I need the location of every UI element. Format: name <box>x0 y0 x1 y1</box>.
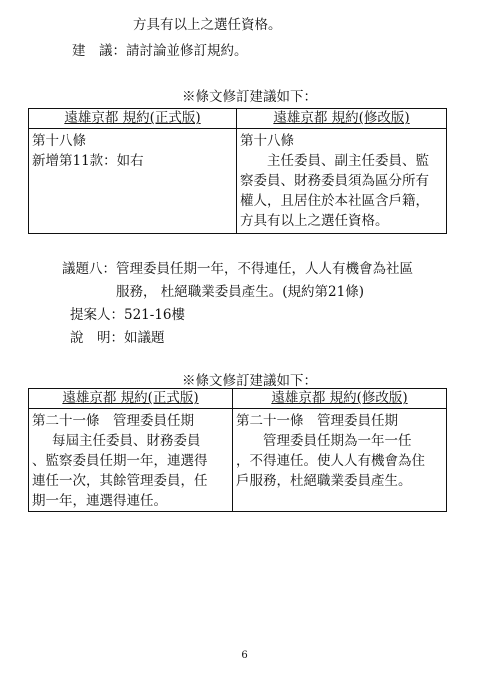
table2-left-line: 連任一次，其餘管理委員，任 <box>32 473 208 489</box>
proposer-line: 提案人：521-16樓 <box>70 307 186 323</box>
table2-right-line: 管理委員任期為一年一任 <box>263 433 412 449</box>
explanation-line: 說 明：如議題 <box>70 330 165 346</box>
table1-left-line: 新增第11款：如右 <box>32 153 144 169</box>
table2-left-line: 期一年，連選得連任。 <box>32 493 167 509</box>
table2-right-column <box>233 389 446 511</box>
agenda8-title: 議題八：管理委員任期一年，不得連任，人人有機會為社區 <box>62 261 413 277</box>
table1-right-line: 主任委員、副主任委員、監 <box>267 153 429 169</box>
table1-right-column <box>237 109 446 233</box>
section2-heading: ※條文修訂建議如下： <box>182 373 317 389</box>
page-number: 6 <box>241 650 248 661</box>
table2-right-body <box>233 409 446 491</box>
table2-right-header: 遠雄京都 規約(修改版) <box>233 389 446 409</box>
table1-right-line: 權人，且居住於本社區含戶籍， <box>240 193 429 209</box>
table1-left-column <box>29 109 237 233</box>
table1-right-line: 察委員、財務委員須為區分所有 <box>240 173 429 189</box>
table2-left-header: 遠雄京都 規約(正式版) <box>29 389 232 409</box>
table1-left-header: 遠雄京都 規約(正式版) <box>29 109 236 129</box>
table1-right-body <box>237 129 446 231</box>
table1-right-line: 方具有以上之選任資格。 <box>240 213 389 229</box>
amendment-table-1 <box>28 108 447 234</box>
table2-left-line: 、監察委員任期一年，連選得 <box>32 453 208 469</box>
table1-right-header: 遠雄京都 規約(修改版) <box>237 109 446 129</box>
suggestion-line: 建 議：請討論並修訂規約。 <box>72 43 248 59</box>
table2-left-line: 第二十一條 管理委員任期 <box>32 413 194 429</box>
table1-right-line: 第十八條 <box>240 133 294 149</box>
section1-heading: ※條文修訂建議如下： <box>182 89 317 105</box>
agenda8-title-cont: 服務， 杜絕職業委員產生。(規約第21條) <box>116 284 365 300</box>
table2-right-line: ，不得連任。使人人有機會為住 <box>236 453 425 469</box>
table1-left-line: 第十八條 <box>32 133 86 149</box>
table2-left-column <box>29 389 233 511</box>
table2-right-line: 第二十一條 管理委員任期 <box>236 413 398 429</box>
table1-left-body <box>29 129 236 171</box>
continued-text: 方具有以上之選任資格。 <box>133 17 282 33</box>
table2-right-line: 戶服務，杜絕職業委員產生。 <box>236 473 412 489</box>
table2-left-line: 每屆主任委員、財務委員 <box>52 433 201 449</box>
amendment-table-2 <box>28 388 447 512</box>
table2-left-body <box>29 409 232 511</box>
